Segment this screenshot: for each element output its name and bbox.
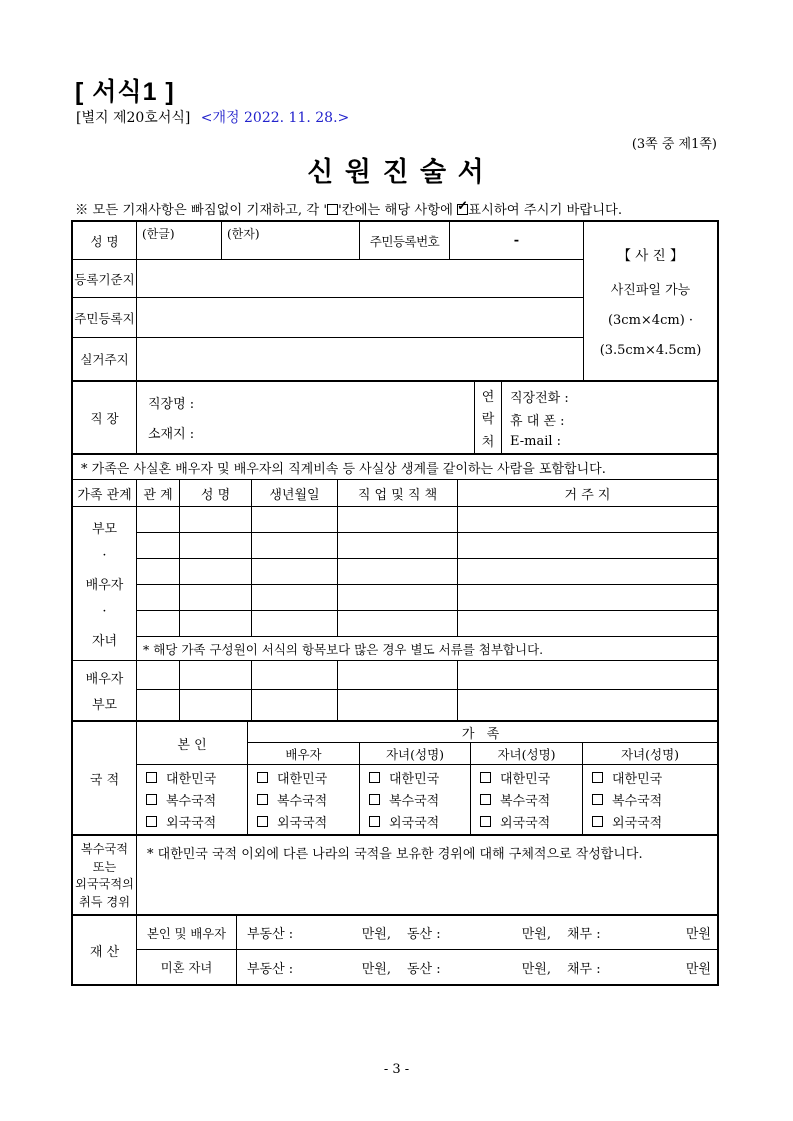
col-header-relation: 관 계 — [137, 480, 180, 506]
relation-field[interactable] — [137, 585, 180, 610]
photo-title: 【 사 진 】 — [617, 248, 684, 264]
col-header-name: 성 명 — [180, 480, 252, 506]
group-label-spouse: 배우자 — [85, 578, 124, 593]
birthdate-field[interactable] — [252, 690, 338, 720]
checkbox-multiple-icon[interactable] — [592, 794, 603, 805]
birthdate-field[interactable] — [252, 533, 338, 558]
sub-header-child-2: 자녀(성명) — [471, 743, 583, 764]
unit-label: 만원, — [521, 927, 551, 942]
family-section — [73, 453, 717, 720]
option-korea: 대한민국 — [277, 772, 328, 787]
acquisition-note-field[interactable]: * 대한민국 국적 이외에 다른 나라의 국적을 보유한 경위에 대해 구체적으로 작성합니다. — [147, 847, 643, 862]
option-foreign: 외국국적 — [389, 816, 440, 831]
actual-address-field[interactable] — [137, 338, 583, 380]
checkbox-korea-icon[interactable] — [592, 772, 603, 783]
option-foreign: 외국국적 — [166, 816, 217, 831]
nationality-options-child-2 — [471, 765, 583, 834]
occupation-field[interactable] — [338, 690, 458, 720]
option-multiple: 복수국적 — [612, 794, 663, 809]
instruction-text-3: 표시하여 주시기 바랍니다. — [468, 203, 623, 218]
contact-label — [475, 382, 502, 453]
revision-date-label: <개정 2022. 11. 28.> — [200, 110, 350, 126]
nationality-header-row — [137, 722, 717, 765]
checkbox-korea-icon[interactable] — [480, 772, 491, 783]
birthdate-field[interactable] — [252, 661, 338, 689]
option-korea: 대한민국 — [500, 772, 551, 787]
occupation-field[interactable] — [338, 661, 458, 689]
photo-box — [583, 222, 717, 380]
document-title: 신 원 진 술 서 — [307, 157, 486, 187]
nationality-label-text: 국 적 — [89, 772, 120, 788]
email-label: E-mail : — [510, 433, 562, 449]
relation-field[interactable] — [137, 507, 180, 532]
acquisition-label — [73, 836, 137, 914]
acq-label-line-3: 외국국적의 — [75, 877, 134, 892]
name-field[interactable] — [180, 585, 252, 610]
checkbox-korea-icon[interactable] — [257, 772, 268, 783]
assets-label: 재 산 — [73, 916, 137, 984]
contact-char-3: 처 — [481, 434, 495, 450]
residence-field[interactable] — [458, 690, 717, 720]
relation-field[interactable] — [137, 611, 180, 636]
nationality-options-child-3 — [583, 765, 717, 834]
relation-field[interactable] — [137, 661, 180, 689]
checkbox-multiple-icon[interactable] — [480, 794, 491, 805]
annex-label: [별지 제20호서식] — [76, 110, 191, 126]
assets-section — [73, 914, 717, 984]
nationality-section — [73, 720, 717, 834]
assets-fields[interactable] — [237, 916, 717, 949]
checkbox-multiple-icon[interactable] — [146, 794, 157, 805]
work-phone-label: 직장전화 : — [510, 390, 569, 406]
option-multiple: 복수국적 — [166, 794, 217, 809]
resident-address-label: 주민등록지 — [73, 298, 137, 337]
acq-label-line-1: 복수국적 — [80, 842, 129, 857]
option-multiple: 복수국적 — [500, 794, 551, 809]
birthdate-field[interactable] — [252, 507, 338, 532]
checkbox-multiple-icon[interactable] — [257, 794, 268, 805]
sub-header-spouse: 배우자 — [248, 743, 360, 764]
registered-base-field[interactable] — [137, 260, 583, 297]
sub-header-child-1: 자녀(성명) — [360, 743, 471, 764]
nationality-options-spouse — [248, 765, 360, 834]
debt-label: 채무 : — [567, 927, 601, 942]
name-hanja-field[interactable]: (한자) — [222, 222, 360, 259]
fill-instruction — [75, 199, 622, 218]
family-extra-note: * 해당 가족 구성원이 서식의 항목보다 많은 경우 별도 서류를 첨부합니다. — [143, 641, 544, 657]
unit-label: 만원 — [685, 927, 711, 942]
nationality-label — [73, 722, 137, 834]
family-row-1 — [137, 507, 717, 533]
checkbox-foreign-icon[interactable] — [369, 816, 380, 827]
photo-note-2: (3cm×4cm) · — [607, 313, 694, 328]
occupation-field[interactable] — [338, 507, 458, 532]
rrn-field[interactable]: - — [513, 233, 520, 248]
residence-field[interactable] — [458, 533, 717, 558]
name-field[interactable] — [180, 661, 252, 689]
residence-field[interactable] — [458, 611, 717, 636]
workplace-section — [73, 380, 717, 453]
occupation-field[interactable] — [338, 533, 458, 558]
sheet-indicator: (3쪽 중 제1쪽) — [631, 137, 717, 152]
empty-checkbox-icon — [327, 204, 338, 215]
movable-label: 동산 : — [407, 927, 441, 942]
relation-field[interactable] — [137, 690, 180, 720]
rrn-label: 주민등록번호 — [360, 222, 450, 259]
workplace-name-location-cell[interactable] — [137, 382, 475, 453]
annex-line — [76, 107, 349, 127]
name-label: 성 명 — [73, 222, 137, 259]
col-header-occupation: 직 업 및 직 책 — [338, 480, 458, 506]
name-field[interactable] — [180, 611, 252, 636]
workplace-location-label: 소재지 : — [148, 427, 195, 442]
group-label-dot-2: · — [102, 604, 107, 619]
spouse-parents-line-2: 부모 — [91, 698, 118, 713]
nationality-options-self — [137, 765, 248, 834]
checkbox-foreign-icon[interactable] — [480, 816, 491, 827]
option-korea: 대한민국 — [389, 772, 440, 787]
option-multiple: 복수국적 — [277, 794, 328, 809]
group-label-dot-1: · — [102, 548, 107, 563]
assets-owner-label: 본인 및 배우자 — [137, 916, 237, 949]
spouse-parents-row-1 — [137, 661, 717, 690]
assets-row-self-spouse — [137, 916, 717, 950]
option-foreign: 외국국적 — [277, 816, 328, 831]
registered-base-row — [73, 260, 583, 298]
movable-label: 동산 : — [407, 961, 441, 977]
unit-label: 만원, — [361, 961, 391, 977]
family-row-3 — [137, 559, 717, 585]
mobile-phone-label: 휴 대 폰 : — [510, 414, 565, 429]
resident-address-field[interactable] — [137, 298, 583, 337]
contact-fields-cell[interactable] — [502, 382, 717, 453]
family-table-header — [73, 480, 717, 507]
actual-address-label: 실거주지 — [73, 338, 137, 380]
spouse-parents-label — [73, 661, 137, 720]
checkbox-korea-icon[interactable] — [369, 772, 380, 783]
name-hangul-field[interactable]: (한글) — [137, 222, 222, 259]
resident-address-row — [73, 298, 583, 338]
option-foreign: 외국국적 — [500, 816, 551, 831]
self-header: 본 인 — [137, 722, 248, 764]
family-row-4 — [137, 585, 717, 611]
occupation-field[interactable] — [338, 611, 458, 636]
name-field[interactable] — [180, 533, 252, 558]
acq-label-line-4: 취득 경위 — [79, 894, 130, 909]
option-korea: 대한민국 — [612, 772, 663, 787]
debt-label: 채무 : — [567, 961, 601, 977]
spouse-parents-block — [73, 661, 717, 720]
checked-checkbox-icon — [457, 204, 468, 215]
registered-base-label: 등록기준지 — [73, 260, 137, 297]
checkbox-foreign-icon[interactable] — [257, 816, 268, 827]
birthdate-field[interactable] — [252, 559, 338, 584]
family-row-2 — [137, 533, 717, 559]
checkbox-foreign-icon[interactable] — [592, 816, 603, 827]
unit-label: 만원, — [521, 961, 551, 977]
spouse-parents-line-1: 배우자 — [85, 672, 124, 687]
name-row — [73, 222, 583, 260]
relation-field[interactable] — [137, 533, 180, 558]
birthdate-field[interactable] — [252, 611, 338, 636]
contact-char-1: 연 — [481, 389, 495, 405]
name-field[interactable] — [180, 559, 252, 584]
checkbox-foreign-icon[interactable] — [146, 816, 157, 827]
instruction-text-1: ※ 모든 기재사항은 빠짐없이 기재하고, 각 ' — [75, 203, 328, 218]
group-label-parents: 부모 — [91, 522, 118, 537]
birthdate-field[interactable] — [252, 585, 338, 610]
real-estate-label: 부동산 : — [247, 961, 294, 977]
residence-field[interactable] — [458, 585, 717, 610]
personal-info-section — [73, 222, 717, 380]
assets-fields[interactable] — [237, 950, 717, 984]
contact-char-2: 락 — [481, 412, 495, 427]
assets-owner-label: 미혼 자녀 — [137, 950, 237, 984]
option-korea: 대한민국 — [166, 772, 217, 787]
occupation-field[interactable] — [338, 585, 458, 610]
page-number: - 3 - — [383, 1062, 410, 1077]
acq-label-line-2: 또는 — [92, 859, 117, 874]
real-estate-label: 부동산 : — [247, 927, 294, 942]
sub-header-child-3: 자녀(성명) — [620, 746, 680, 762]
family-note: * 가족은 사실혼 배우자 및 배우자의 직계비속 등 사실상 생계를 같이하는 사람을 포함합니다. — [73, 455, 717, 480]
nationality-options-child-1 — [360, 765, 471, 834]
actual-address-row — [73, 338, 583, 380]
col-header-relation-group: 가족 관계 — [73, 480, 137, 506]
assets-row-children — [137, 950, 717, 984]
name-field[interactable] — [180, 507, 252, 532]
workplace-label: 직 장 — [73, 382, 137, 453]
photo-note-1: 사진파일 가능 — [610, 283, 691, 298]
unit-label: 만원, — [361, 927, 391, 942]
checkbox-korea-icon[interactable] — [146, 772, 157, 783]
photo-note-3: (3.5cm×4.5cm) — [599, 343, 702, 358]
spouse-parents-row-2 — [137, 690, 717, 720]
checkbox-multiple-icon[interactable] — [369, 794, 380, 805]
col-header-birthdate: 생년월일 — [252, 480, 338, 506]
occupation-field[interactable] — [338, 559, 458, 584]
nationality-options-row — [137, 765, 717, 834]
relation-field[interactable] — [137, 559, 180, 584]
form-number-heading: [ 서식1 ] — [75, 78, 175, 106]
family-header: 가 족 — [248, 722, 717, 743]
option-foreign: 외국국적 — [612, 816, 663, 831]
family-row-5 — [137, 611, 717, 637]
residence-field[interactable] — [458, 507, 717, 532]
col-header-residence: 거 주 지 — [564, 487, 611, 503]
personal-statement-form-table — [71, 220, 719, 986]
unit-label: 만원 — [685, 961, 711, 977]
group-label-children: 자녀 — [91, 634, 118, 649]
instruction-text-2: '칸에는 해당 사항에 — [338, 203, 458, 218]
residence-field[interactable] — [458, 661, 717, 689]
family-group-label — [73, 507, 137, 660]
option-multiple: 복수국적 — [389, 794, 440, 809]
name-field[interactable] — [180, 690, 252, 720]
family-rows-block — [73, 507, 717, 661]
workplace-name-label: 직장명 : — [148, 397, 195, 412]
acquisition-section — [73, 834, 717, 914]
residence-field[interactable] — [458, 559, 717, 584]
